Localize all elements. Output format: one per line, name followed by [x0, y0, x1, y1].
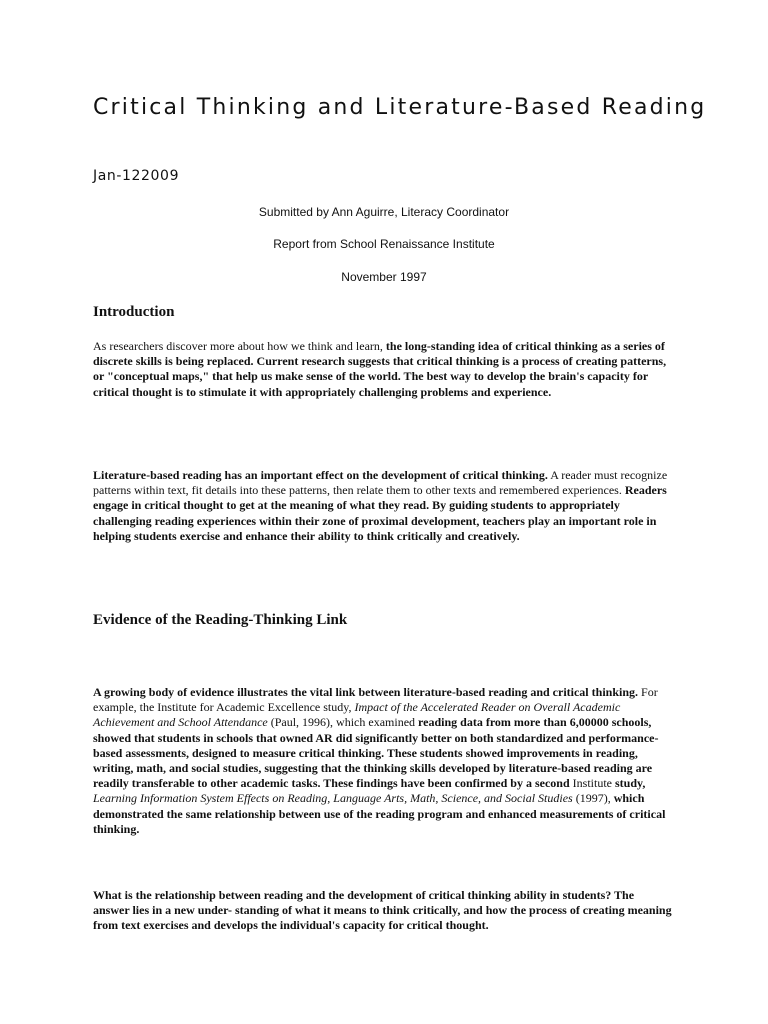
text-run: (Paul, 1996), which examined — [267, 715, 419, 730]
text-run-bold: Readers engage in critical thought to get at the meaning of what they read. By guiding students to appropriately challenging reading experiences within their zone of proximal development, teachers play an important role in helping students exercise and enhance their ability to think critically and creatively. — [93, 483, 667, 543]
text-run-bold: study, — [614, 776, 646, 791]
text-run-bold: Literature-based reading has an important effect on the development of critical thinking. — [93, 468, 548, 482]
evidence-paragraph-1 — [93, 685, 673, 837]
report-source: Report from School Renaissance Institute — [273, 237, 495, 251]
text-run-bold: which demonstrated the same relationship between use of the reading program and enhanced measurements of critical thinking. — [93, 791, 666, 836]
text-run: For example, the Institute for Academic Excellence study, — [93, 685, 658, 715]
introduction-paragraph-2 — [93, 468, 673, 544]
introduction-paragraph-1 — [93, 339, 673, 400]
study-title-italic: Impact of the Accelerated Reader on Overall Academic Achievement and School Attendance — [93, 700, 621, 730]
text-run: (1997), — [572, 791, 614, 806]
introduction-heading: Introduction — [93, 304, 175, 320]
text-run-bold: What is the relationship between reading and the development of critical thinking ability in students? The answer lies in a new under- standing of what it means to think critically, and how the process of creating meaning from text exercises and develops the individual's capacity for critical thought. — [93, 888, 672, 933]
evidence-paragraph-2 — [93, 888, 673, 934]
submitted-by: Submitted by Ann Aguirre, Literacy Coordinator — [258, 205, 510, 219]
text-run: As researchers discover more about how we think and learn, — [93, 339, 386, 353]
document-date: Jan-122009 — [93, 168, 180, 184]
text-run: Institute — [569, 776, 615, 791]
text-run-bold: the long-standing idea of critical thinking as a series of discrete skills is being replaced. Current research suggests that critical thinking is a process of creating patterns, or "conceptual maps," that help us make sense of the world. The best way to develop the brain's capacity for critical thought is to stimulate it with appropriately challenging problems and experience. — [93, 339, 667, 399]
study-title-italic: Learning Information System Effects on Reading, Language Arts, Math, Science, and Social Studies — [93, 791, 573, 806]
text-run-bold: reading data from more than 6,00000 schools, showed that students in schools that owned AR did significantly better on both standardized and performance-based assessments, designed to measure critical thinking. These students showed improvements in reading, writing, math, and social studies, suggesting that the thinking skills developed by literature-based reading are readily transferable to other academic tasks. These findings have been confirmed by a second — [93, 715, 659, 791]
document-title: Critical Thinking and Literature-Based Reading — [93, 95, 707, 120]
report-date: November 1997 — [341, 270, 427, 284]
text-run: A reader must recognize patterns within text, fit details into these patterns, then relate them to other texts and remembered experiences. — [93, 468, 668, 498]
text-run-bold: A growing body of evidence illustrates the vital link between literature-based reading and critical thinking. — [93, 685, 639, 699]
evidence-heading: Evidence of the Reading-Thinking Link — [93, 612, 348, 628]
